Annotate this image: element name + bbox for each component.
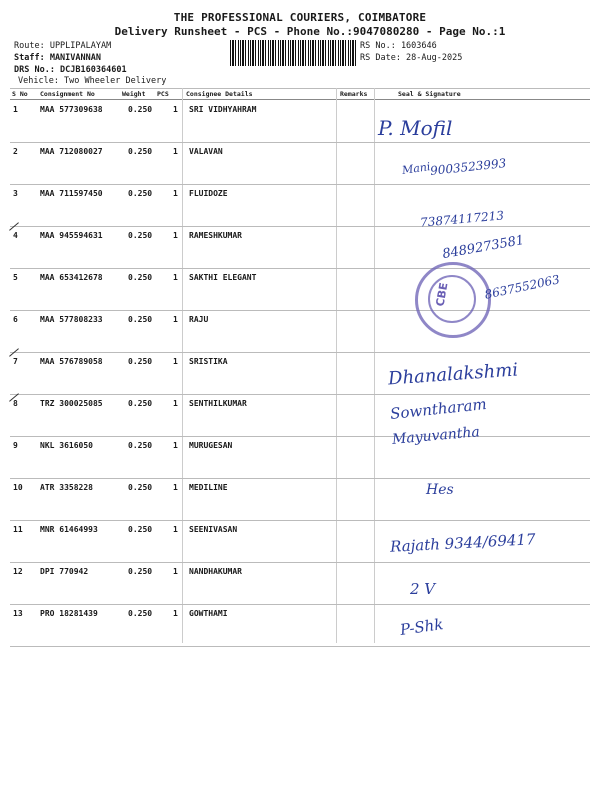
cell-sno: 5: [13, 273, 18, 282]
barcode: [230, 40, 356, 66]
signature-row-8: Sowntharam: [389, 394, 488, 424]
cell-consignee: RAJU: [189, 315, 209, 324]
signature-row-3: 73874117213: [419, 208, 505, 230]
cell-consignment: MNR 61464993: [40, 525, 98, 534]
cell-consignee: FLUIDOZE: [189, 189, 228, 198]
cell-consignment: MAA 577309638: [40, 105, 103, 114]
cell-pcs: 1: [173, 147, 178, 156]
row-divider: [10, 184, 590, 185]
cell-sno: 13: [13, 609, 23, 618]
col-consignment: Consignment No: [40, 90, 95, 98]
cell-sno: 8: [13, 399, 18, 408]
row-divider: [10, 604, 590, 605]
signature-row-8b: Mayuvantha: [391, 424, 481, 448]
table-header-border: [10, 99, 590, 100]
cell-pcs: 1: [173, 189, 178, 198]
cell-consignee: NANDHAKUMAR: [189, 567, 242, 576]
cell-sno: 3: [13, 189, 18, 198]
cell-consignee: RAMESHKUMAR: [189, 231, 242, 240]
cell-consignee: MEDILINE: [189, 483, 228, 492]
signature-row-4: 8489273581: [441, 232, 526, 263]
cell-pcs: 1: [173, 525, 178, 534]
cell-consignment: MAA 945594631: [40, 231, 103, 240]
row-divider: [10, 352, 590, 353]
cell-pcs: 1: [173, 483, 178, 492]
cell-consignment: MAA 711597450: [40, 189, 103, 198]
cell-weight: 0.250: [128, 189, 153, 198]
row-divider: [10, 142, 590, 143]
cell-weight: 0.250: [128, 399, 153, 408]
courier-stamp: [415, 262, 491, 338]
signature-row-2: Mani: [401, 160, 432, 177]
row-divider: [10, 436, 590, 437]
cell-weight: 0.250: [128, 105, 153, 114]
company-title: THE PROFESSIONAL COURIERS, COIMBATORE: [173, 11, 427, 24]
cell-pcs: 1: [173, 441, 178, 450]
cell-consignment: MAA 653412678: [40, 273, 103, 282]
cell-consignment: PRO 18281439: [40, 609, 98, 618]
cell-weight: 0.250: [128, 357, 153, 366]
cell-weight: 0.250: [128, 609, 153, 618]
cell-pcs: 1: [173, 399, 178, 408]
cell-consignee: VALAVAN: [189, 147, 223, 156]
row-divider: [10, 478, 590, 479]
col-divider: [336, 88, 337, 643]
row-divider: [10, 562, 590, 563]
cell-pcs: 1: [173, 273, 178, 282]
col-sno: S No: [12, 90, 28, 98]
cell-pcs: 1: [173, 609, 178, 618]
cell-sno: 1: [13, 105, 18, 114]
signature-row-11: Rajath 9344/69417: [389, 530, 536, 556]
col-pcs: PCS: [157, 90, 169, 98]
col-divider: [182, 88, 183, 643]
cell-consignment: MAA 577808233: [40, 315, 103, 324]
cell-sno: 9: [13, 441, 18, 450]
cell-consignee: SENTHILKUMAR: [189, 399, 247, 408]
cell-consignment: DPI 770942: [40, 567, 89, 576]
cell-sno: 12: [13, 567, 23, 576]
row-divider: [10, 268, 590, 269]
cell-consignment: TRZ 300025085: [40, 399, 103, 408]
drs-number: DRS No.: DCJB160364601: [14, 65, 127, 75]
cell-weight: 0.250: [128, 231, 153, 240]
cell-consignee: SRI VIDHYAHRAM: [189, 105, 257, 114]
stamp-label: CBE: [433, 281, 451, 308]
col-divider: [374, 88, 375, 643]
cell-weight: 0.250: [128, 273, 153, 282]
cell-weight: 0.250: [128, 147, 153, 156]
cell-weight: 0.250: [128, 483, 153, 492]
rs-date: RS Date: 28-Aug-2025: [360, 53, 463, 63]
route-label: Route: UPPLIPALAYAM: [14, 41, 112, 51]
col-remarks: Remarks: [340, 90, 368, 98]
cell-consignee: SEENIVASAN: [189, 525, 238, 534]
cell-sno: 11: [13, 525, 23, 534]
cell-pcs: 1: [173, 315, 178, 324]
staff-label: Staff: MANIVANNAN: [14, 53, 101, 63]
signature-row-10: Hes: [426, 482, 454, 498]
table-top-border: [10, 88, 590, 89]
signature-row-13: P-Shk: [398, 615, 445, 639]
cell-weight: 0.250: [128, 441, 153, 450]
col-weight: Weight: [122, 90, 146, 98]
signature-row-5: 8637552063: [483, 272, 561, 302]
signature-row-7: Dhanalakshmi: [387, 359, 519, 390]
cell-sno: 10: [13, 483, 23, 492]
cell-consignment: MAA 576789058: [40, 357, 103, 366]
cell-consignee: SAKTHI ELEGANT: [189, 273, 257, 282]
cell-consignment: MAA 712080027: [40, 147, 103, 156]
row-divider: [10, 310, 590, 311]
row-divider: [10, 520, 590, 521]
cell-consignee: MURUGESAN: [189, 441, 233, 450]
signature-row-2-phone: 9003523993: [429, 156, 507, 178]
col-seal: Seal & Signature: [398, 90, 461, 98]
row-divider: [10, 646, 590, 647]
cell-sno: 6: [13, 315, 18, 324]
cell-pcs: 1: [173, 105, 178, 114]
cell-weight: 0.250: [128, 525, 153, 534]
rs-number: RS No.: 1603646: [360, 41, 437, 51]
cell-consignment: ATR 3358228: [40, 483, 93, 492]
cell-consignee: SRISTIKA: [189, 357, 228, 366]
cell-consignee: GOWTHAMI: [189, 609, 228, 618]
cell-pcs: 1: [173, 231, 178, 240]
cell-weight: 0.250: [128, 567, 153, 576]
runsheet-subtitle: Delivery Runsheet - PCS - Phone No.:9047080280 - Page No.:1: [114, 25, 506, 38]
cell-pcs: 1: [173, 357, 178, 366]
col-consignee: Consignee Details: [186, 90, 253, 98]
cell-sno: 2: [13, 147, 18, 156]
cell-sno: 4: [13, 231, 18, 240]
cell-consignment: NKL 3616050: [40, 441, 93, 450]
cell-sno: 7: [13, 357, 18, 366]
vehicle-label: Vehicle: Two Wheeler Delivery: [18, 76, 167, 86]
row-divider: [10, 394, 590, 395]
signature-row-1: P. Mofil: [378, 116, 453, 140]
cell-pcs: 1: [173, 567, 178, 576]
signature-row-12: 2 V: [410, 580, 436, 598]
row-divider: [10, 226, 590, 227]
cell-weight: 0.250: [128, 315, 153, 324]
